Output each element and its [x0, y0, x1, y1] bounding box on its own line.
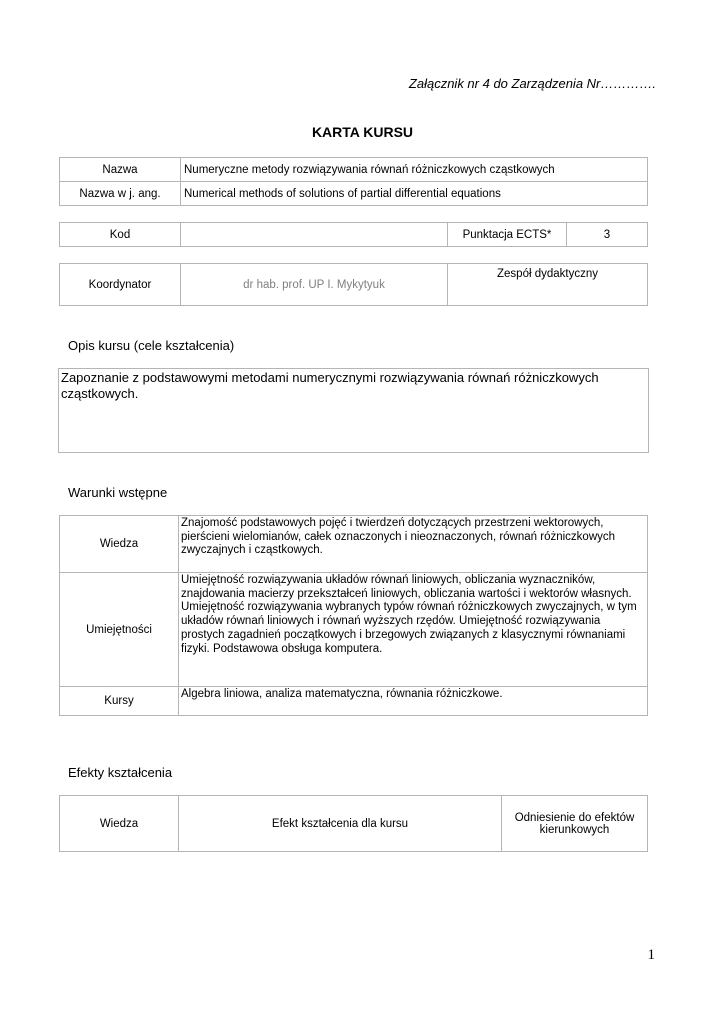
ects-value: 3 [567, 223, 648, 247]
description-text: Zapoznanie z podstawowymi metodami numerycznymi rozwiązywania równań różniczkowych cząstkowych. [59, 369, 649, 453]
code-label: Kod [60, 223, 181, 247]
prereq-knowledge-text: Znajomość podstawowych pojęć i twierdzeń dotyczących przestrzeni wektorowych, pierścieni wielomianów, całek oznaczonych i nieoznaczonych, równań różniczkowych zwyczajnych i cząstkowych. [179, 516, 648, 573]
prereq-skills-label: Umiejętności [60, 573, 179, 687]
description-heading: Opis kursu (cele kształcenia) [68, 338, 235, 353]
code-value [181, 223, 448, 247]
ects-label: Punktacja ECTS* [448, 223, 567, 247]
name-value: Numeryczne metody rozwiązywania równań różniczkowych cząstkowych [181, 158, 648, 182]
prereq-courses-text: Algebra liniowa, analiza matematyczna, równania różniczkowe. [179, 687, 648, 716]
outcomes-col-knowledge: Wiedza [60, 796, 179, 852]
outcomes-heading: Efekty kształcenia [68, 765, 173, 780]
page-title: KARTA KURSU [311, 124, 414, 140]
description-box [58, 368, 649, 453]
prereq-skills-text: Umiejętność rozwiązywania układów równań liniowych, obliczania wyznaczników, znajdowania macierzy przekształceń liniowych, obliczania wartości i wektorów własnych. Umiejętność rozwiązywania wybranych typów równań różniczkowych zwyczajnych, w tym układów równań liniowych i równań wyższych rzędów. Umiejętność rozwiązywania prostych zagadnień początkowych i brzegowych związanych z klasycznymi równaniami fizyki. Podstawowa obsługa komputera. [179, 573, 648, 687]
name-en-label: Nazwa w j. ang. [60, 182, 181, 206]
outcomes-col-effect: Efekt kształcenia dla kursu [179, 796, 502, 852]
coordinator-table [59, 263, 648, 306]
prereq-courses-label: Kursy [60, 687, 179, 716]
page-number: 1 [647, 947, 655, 963]
code-table [59, 222, 648, 247]
coordinator-label: Koordynator [60, 264, 181, 306]
prerequisites-heading: Warunki wstępne [68, 485, 168, 500]
name-en-value: Numerical methods of solutions of partial differential equations [181, 182, 648, 206]
name-label: Nazwa [60, 158, 181, 182]
prerequisites-table [59, 515, 648, 716]
prereq-knowledge-label: Wiedza [60, 516, 179, 573]
coordinator-value: dr hab. prof. UP I. Mykytyuk [181, 264, 448, 306]
annex-reference: Załącznik nr 4 do Zarządzenia Nr…………. [408, 76, 656, 91]
outcomes-table [59, 795, 648, 852]
course-name-table [59, 157, 648, 206]
outcomes-col-reference: Odniesienie do efektów kierunkowych [502, 796, 648, 852]
team-label: Zespół dydaktyczny [448, 264, 648, 306]
